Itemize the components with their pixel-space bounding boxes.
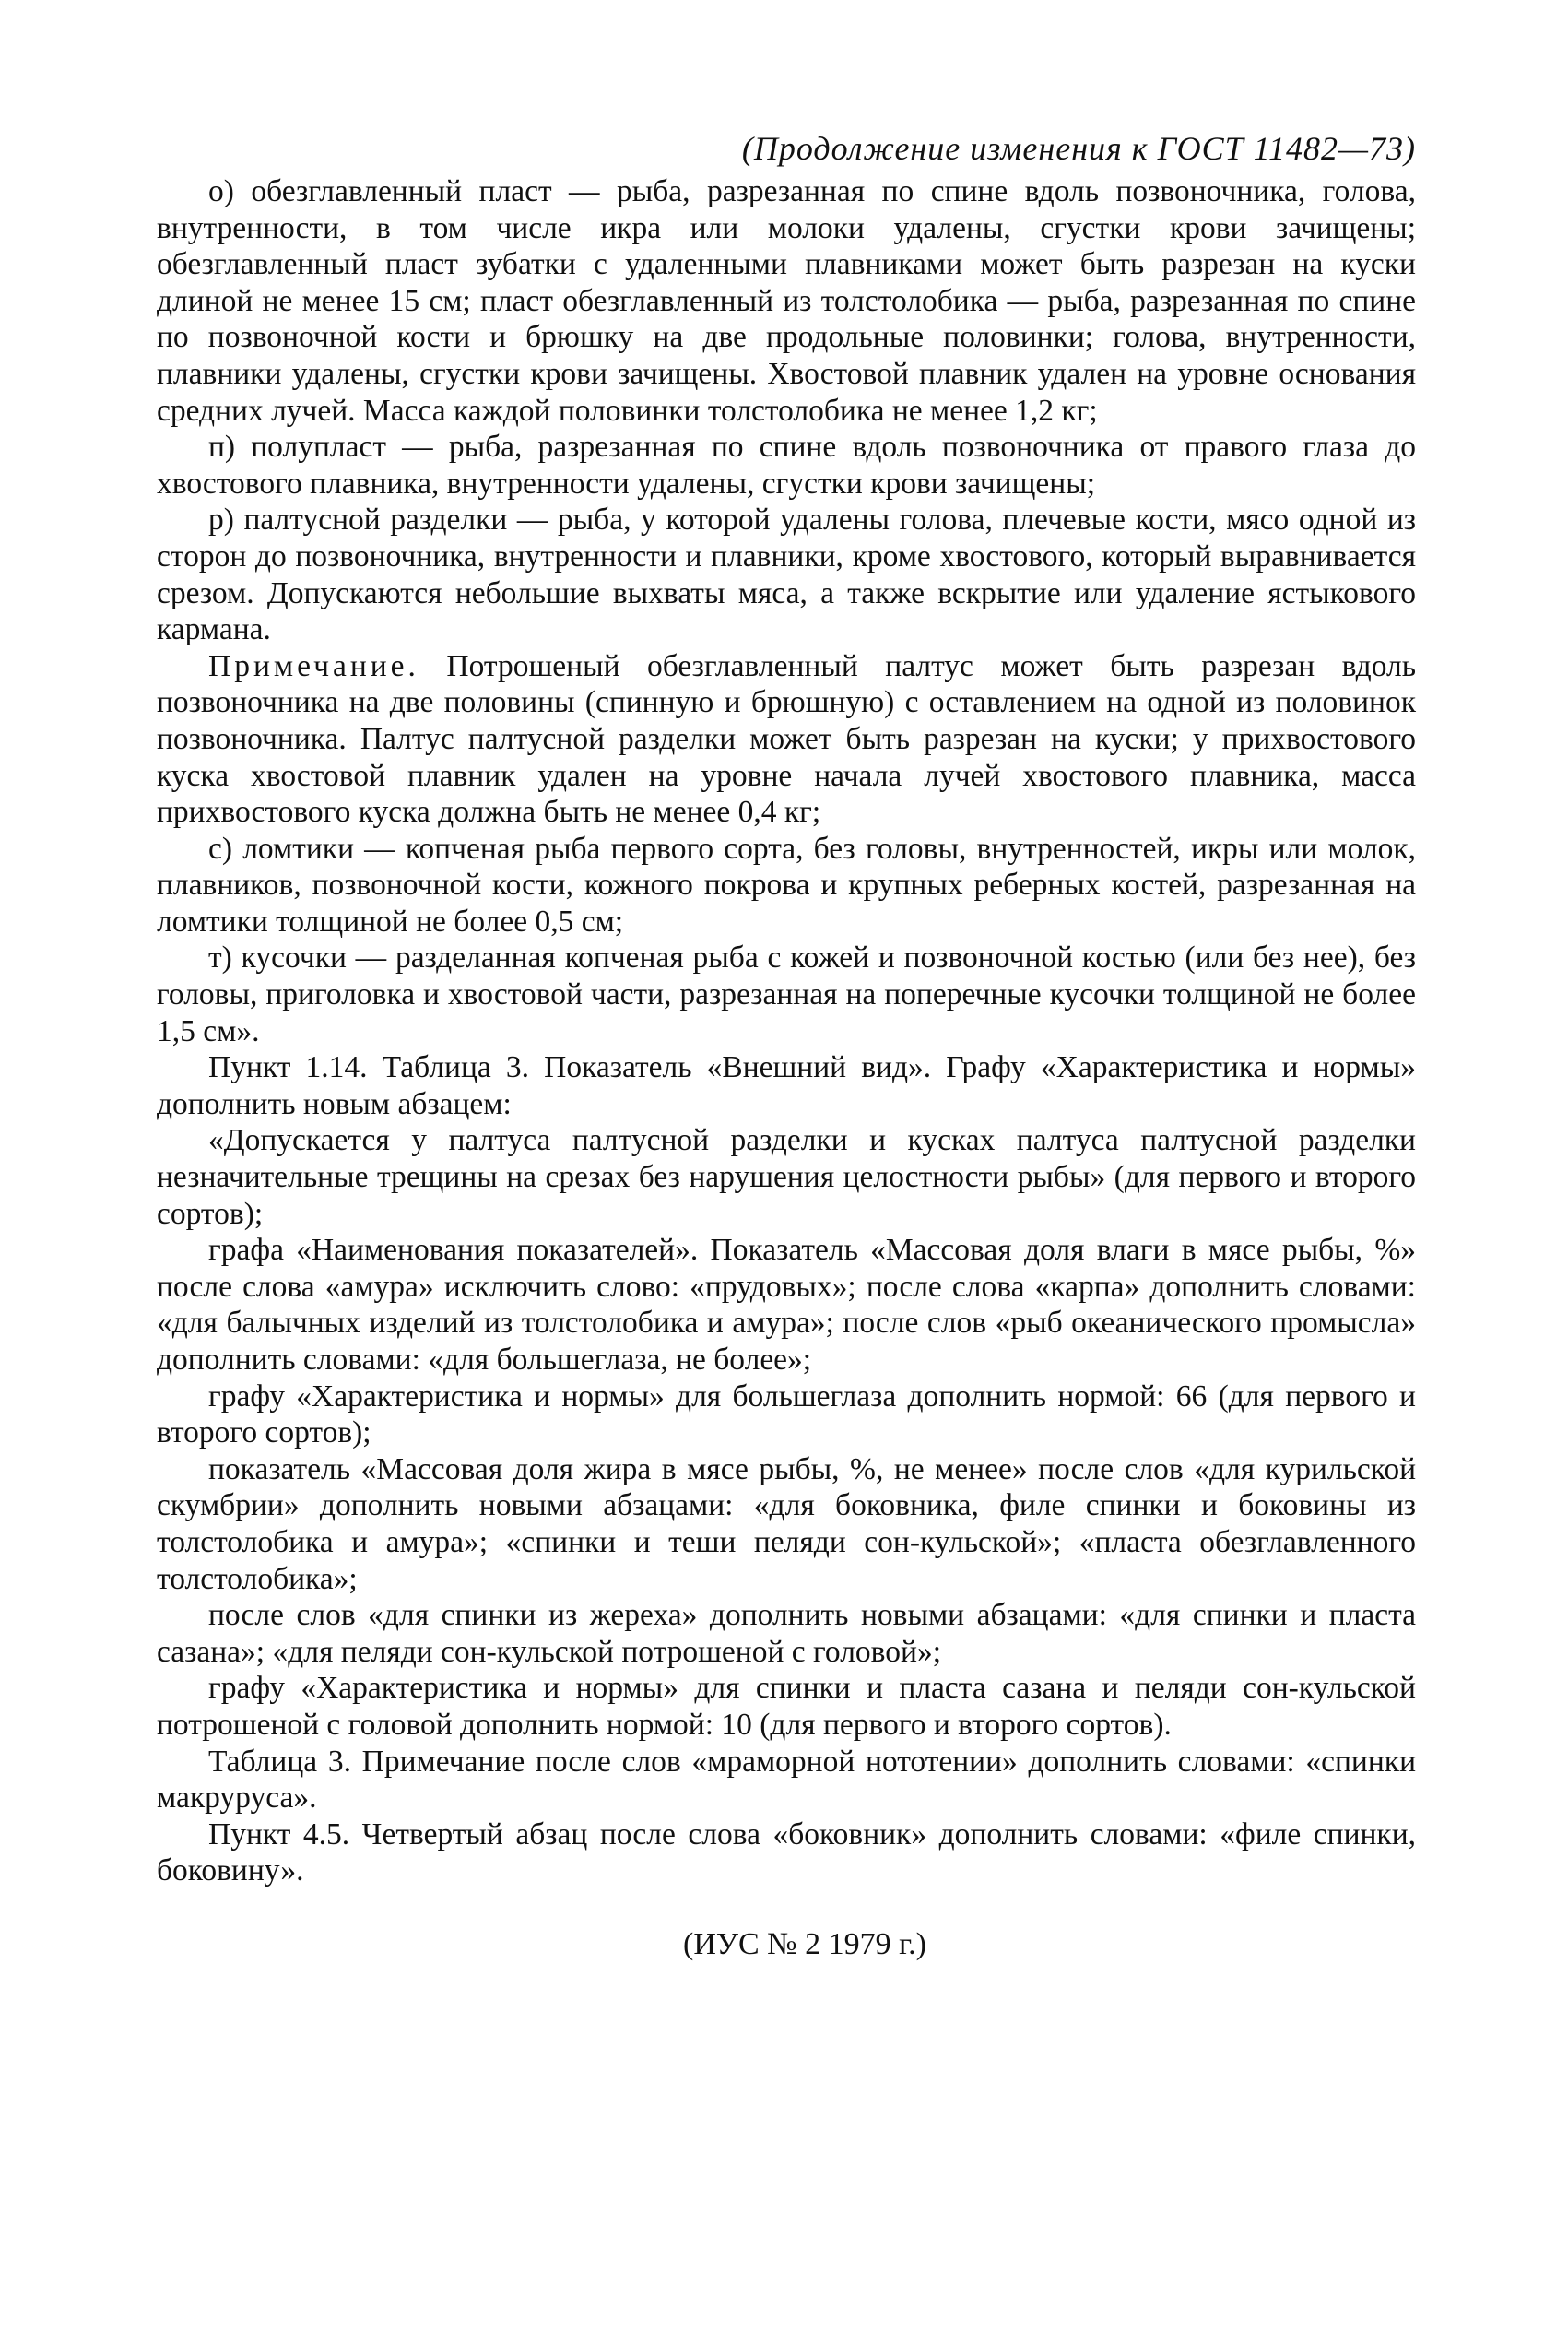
paragraph-t: т) кусочки — разделанная копченая рыба с кожей и позвоночной костью (или без нее), без головы, приголовка и хвостовой части, разрезанная на поперечные кусочки толщиной не более 1,5 см». [157, 941, 1416, 1048]
paragraph-table3-note: Таблица 3. Примечание после слов «мраморной нототении» дополнить словами: «спинки макруруса». [157, 1744, 1416, 1816]
paragraph-r: р) палтусной разделки — рыба, у которой удалены голова, плечевые кости, мясо одной из сторон до позвоночника, внутренности и плавники, кроме хвостового, который выравнивается срезом. Допускаются небольшие выхваты мяса, а также вскрытие или удаление ястыкового кармана. [157, 503, 1416, 647]
paragraph-o: о) обезглавленный пласт — рыба, разрезанная по спине вдоль позвоночника, голова, внутренности, в том числе икра или молоки удалены, сгустки крови зачищены; обезглавленный пласт зубатки с удаленными плавниками может быть разрезан на куски длиной не менее 15 см; пласт обезглавленный из толстолобика — рыба, разрезанная по спине по позвоночной кости и брюшку на две продольные половинки; голова, внутренности, плавники удалены, сгустки крови зачищены. Хвостовой плавник удален на уровне основания средних лучей. Масса каждой половинки толстолобика не менее 1,2 кг; [157, 174, 1416, 428]
paragraph-s: с) ломтики — копченая рыба первого сорта, без головы, внутренностей, икры или молок, плавников, позвоночной кости, кожного покрова и крупных реберных костей, разрезанная на ломтики толщиной не более 0,5 см; [157, 831, 1416, 939]
paragraph-p: п) полупласт — рыба, разрезанная по спине вдоль позвоночника от правого глаза до хвостового плавника, внутренности удалены, сгустки крови зачищены; [157, 430, 1416, 501]
paragraph-allowed: «Допускается у палтуса палтусной разделки и кусках палтуса палтусной разделки незначительные трещины на срезах без нарушения целостности рыбы» (для первого и второго сортов); [157, 1123, 1416, 1231]
source-footer: (ИУС № 2 1979 г.) [683, 1926, 926, 1961]
paragraph-column-norms-carp: графу «Характеристика и нормы» для спинки и пласта сазана и пеляди сон-кульской потрошеной с головой дополнить нормой: 10 (для первого и второго сортов). [157, 1671, 1416, 1742]
continuation-header: (Продолжение изменения к ГОСТ 11482—73) [741, 130, 1416, 167]
document-page [157, 127, 1416, 1963]
paragraph-item-1-14: Пункт 1.14. Таблица 3. Показатель «Внешний вид». Графу «Характеристика и нормы» дополнить новым абзацем: [157, 1050, 1416, 1121]
note-paragraph [157, 648, 1416, 831]
paragraph-fat-indicator: показатель «Массовая доля жира в мясе рыбы, %, не менее» после слов «для курильской скумбрии» дополнить новыми абзацами: «для боковника, филе спинки и боковины из толстолобика и амура»; «спинки и теши пеляди сон-кульской»; «пласта обезглавленного толстолобика»; [157, 1451, 1416, 1596]
paragraph-column-names: графа «Наименования показателей». Показатель «Массовая доля влаги в мясе рыбы, %» после слова «амура» исключить слово: «прудовых»; после слова «карпа» дополнить словами: «для балычных изделий из толстолобика и амура»; после слов «рыб океанического промысла» дополнить словами: «для большеглаза, не более»; [157, 1233, 1416, 1377]
paragraph-column-norms-bigeye: графу «Характеристика и нормы» для большеглаза дополнить нормой: 66 (для первого и второго сортов); [157, 1378, 1416, 1450]
paragraph-after-asp: после слов «для спинки из жереха» дополнить новыми абзацами: «для спинки и пласта сазана»; «для пеляди сон-кульской потрошеной с головой»; [157, 1598, 1416, 1669]
paragraph-item-4-5: Пункт 4.5. Четвертый абзац после слова «боковник» дополнить словами: «филе спинки, боковину». [157, 1816, 1416, 1888]
note-text: Потрошеный обезглавленный палтус может быть разрезан вдоль позвоночника на две половины (спинную и брюшную) с оставлением на одной из половинок позвоночника. Палтус палтусной разделки может быть разрезан на куски; у прихвостового куска хвостовой плавник удален на уровне начала лучей хвостового плавника, масса прихвостового куска должна быть не менее 0,4 кг; [157, 648, 1416, 830]
note-label: Примечание. [208, 648, 419, 683]
